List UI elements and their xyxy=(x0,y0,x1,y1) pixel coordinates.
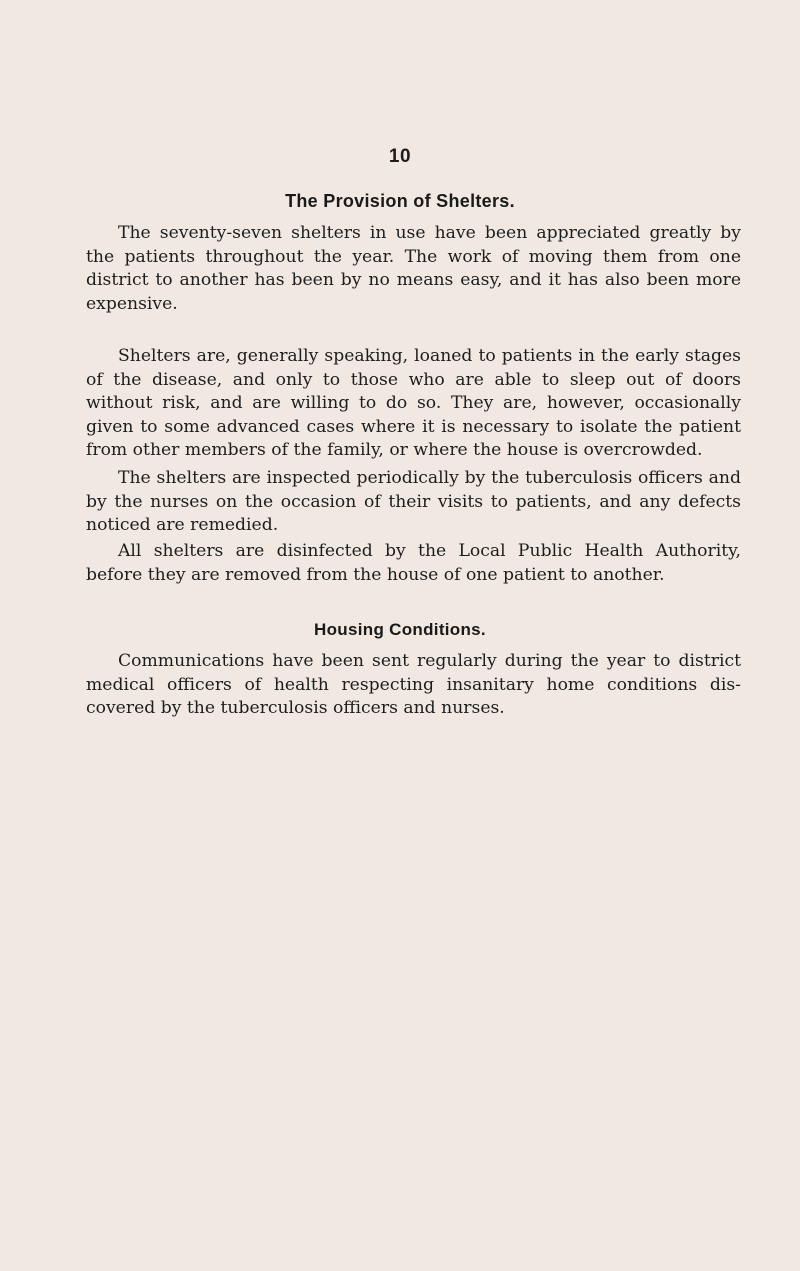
section-heading-housing: Housing Conditions. xyxy=(314,620,486,639)
section-heading-shelters: The Provision of Shelters. xyxy=(285,191,515,211)
paragraph: Shelters are, generally speaking, loaned to patients in the early stages of the disease, and only to those who are able to sleep out of doors without risk, and are willing to do so. They are, however, occasionally given to some advanced cases where it is necessary to isolate the patient from other members of the family, or where the house is overcrowded. xyxy=(86,346,741,461)
paragraph: Communications have been sent regularly during the year to district medical officers of health respecting insanitary home conditions dis-covered by the tuberculosis officers and nurses. xyxy=(86,651,741,719)
paragraph: The shelters are inspected periodically by the tuberculosis officers and by the nurses on the occasion of their visits to patients, and any defects noticed are remedied. xyxy=(86,468,741,536)
paragraph: The seventy-seven shelters in use have been appreciated greatly by the patients throughout the year. The work of moving them from one district to another has been by no means easy, and it has also been more expensive. xyxy=(86,223,741,314)
page-number: 10 xyxy=(388,146,412,167)
paragraph: All shelters are disinfected by the Local Public Health Authority, before they are removed from the house of one patient to another. xyxy=(86,541,741,585)
